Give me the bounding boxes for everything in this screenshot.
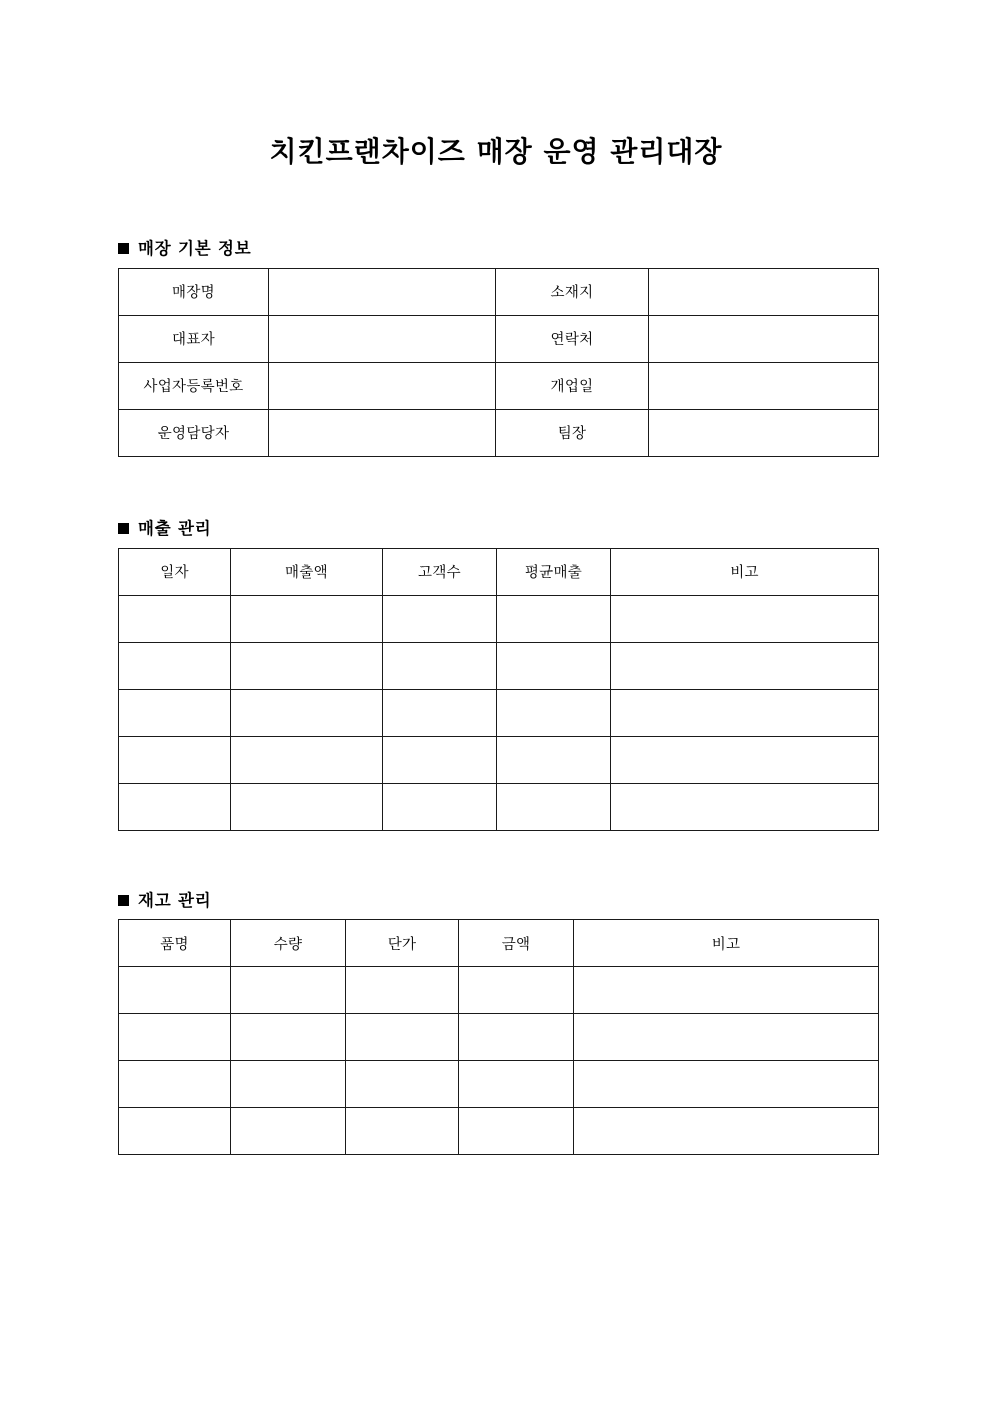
table-row bbox=[119, 595, 879, 642]
field-label: 운영담당자 bbox=[119, 409, 269, 456]
field-label: 사업자등록번호 bbox=[119, 362, 269, 409]
table-row bbox=[119, 642, 879, 689]
field-label: 매장명 bbox=[119, 268, 269, 315]
field-value-input[interactable] bbox=[269, 315, 496, 362]
section-heading-label: 재고 관리 bbox=[138, 890, 212, 910]
cell-unit-price[interactable] bbox=[346, 1061, 459, 1108]
field-value-input[interactable] bbox=[649, 362, 879, 409]
table-row bbox=[119, 1108, 879, 1155]
field-label: 대표자 bbox=[119, 315, 269, 362]
cell-customer-count[interactable] bbox=[383, 689, 497, 736]
cell-unit-price[interactable] bbox=[346, 1014, 459, 1061]
cell-unit-price[interactable] bbox=[346, 1108, 459, 1155]
field-value-input[interactable] bbox=[649, 315, 879, 362]
table-row bbox=[119, 1061, 879, 1108]
cell-amount[interactable] bbox=[459, 1108, 574, 1155]
table-header-row bbox=[119, 548, 879, 595]
table-row bbox=[119, 409, 879, 456]
column-header-sales-amount: 매출액 bbox=[231, 548, 383, 595]
column-header-unit-price: 단가 bbox=[346, 920, 459, 967]
bullet-square-icon bbox=[118, 243, 129, 254]
cell-quantity[interactable] bbox=[231, 1108, 346, 1155]
cell-sales-amount[interactable] bbox=[231, 736, 383, 783]
cell-amount[interactable] bbox=[459, 1014, 574, 1061]
cell-sales-amount[interactable] bbox=[231, 595, 383, 642]
cell-average-sales[interactable] bbox=[497, 642, 611, 689]
cell-amount[interactable] bbox=[459, 1061, 574, 1108]
cell-remarks[interactable] bbox=[611, 595, 879, 642]
table-row bbox=[119, 967, 879, 1014]
inventory-table bbox=[118, 919, 879, 1155]
field-label: 소재지 bbox=[496, 268, 649, 315]
section-heading-label: 매출 관리 bbox=[138, 518, 212, 538]
column-header-quantity: 수량 bbox=[231, 920, 346, 967]
cell-remarks[interactable] bbox=[574, 1014, 879, 1061]
page-title: 치킨프랜차이즈 매장 운영 관리대장 bbox=[269, 135, 723, 168]
store-info-table bbox=[118, 268, 879, 457]
cell-customer-count[interactable] bbox=[383, 595, 497, 642]
cell-date[interactable] bbox=[119, 736, 231, 783]
field-label: 연락처 bbox=[496, 315, 649, 362]
section-heading-label: 매장 기본 정보 bbox=[138, 239, 252, 258]
table-row bbox=[119, 1014, 879, 1061]
table-header-row bbox=[119, 920, 879, 967]
column-header-amount: 금액 bbox=[459, 920, 574, 967]
cell-remarks[interactable] bbox=[611, 642, 879, 689]
field-label: 개업일 bbox=[496, 362, 649, 409]
column-header-remarks: 비고 bbox=[611, 548, 879, 595]
table-row bbox=[119, 736, 879, 783]
column-header-remarks: 비고 bbox=[574, 920, 879, 967]
cell-sales-amount[interactable] bbox=[231, 783, 383, 830]
cell-date[interactable] bbox=[119, 642, 231, 689]
cell-date[interactable] bbox=[119, 783, 231, 830]
column-header-average-sales: 평균매출 bbox=[497, 548, 611, 595]
cell-remarks[interactable] bbox=[574, 1108, 879, 1155]
cell-remarks[interactable] bbox=[611, 689, 879, 736]
cell-customer-count[interactable] bbox=[383, 736, 497, 783]
cell-average-sales[interactable] bbox=[497, 736, 611, 783]
bullet-square-icon bbox=[118, 895, 129, 906]
table-row bbox=[119, 689, 879, 736]
sales-table bbox=[118, 548, 879, 831]
column-header-item-name: 품명 bbox=[119, 920, 231, 967]
table-row bbox=[119, 783, 879, 830]
cell-quantity[interactable] bbox=[231, 1061, 346, 1108]
cell-quantity[interactable] bbox=[231, 967, 346, 1014]
field-value-input[interactable] bbox=[269, 362, 496, 409]
cell-amount[interactable] bbox=[459, 967, 574, 1014]
cell-remarks[interactable] bbox=[574, 967, 879, 1014]
field-value-input[interactable] bbox=[649, 268, 879, 315]
section-inventory-management bbox=[0, 891, 992, 1156]
cell-item-name[interactable] bbox=[119, 1061, 231, 1108]
cell-customer-count[interactable] bbox=[383, 783, 497, 830]
cell-average-sales[interactable] bbox=[497, 595, 611, 642]
cell-remarks[interactable] bbox=[611, 783, 879, 830]
cell-item-name[interactable] bbox=[119, 1108, 231, 1155]
cell-average-sales[interactable] bbox=[497, 783, 611, 830]
field-value-input[interactable] bbox=[649, 409, 879, 456]
column-header-date: 일자 bbox=[119, 548, 231, 595]
section-sales-management bbox=[0, 519, 992, 831]
section-heading-inventory bbox=[118, 891, 992, 911]
cell-item-name[interactable] bbox=[119, 1014, 231, 1061]
table-row bbox=[119, 362, 879, 409]
section-store-info bbox=[0, 239, 992, 457]
table-row bbox=[119, 315, 879, 362]
cell-remarks[interactable] bbox=[574, 1061, 879, 1108]
cell-item-name[interactable] bbox=[119, 967, 231, 1014]
cell-unit-price[interactable] bbox=[346, 967, 459, 1014]
field-value-input[interactable] bbox=[269, 409, 496, 456]
field-label: 팀장 bbox=[496, 409, 649, 456]
table-row bbox=[119, 268, 879, 315]
column-header-customer-count: 고객수 bbox=[383, 548, 497, 595]
cell-sales-amount[interactable] bbox=[231, 642, 383, 689]
cell-date[interactable] bbox=[119, 689, 231, 736]
cell-average-sales[interactable] bbox=[497, 689, 611, 736]
cell-customer-count[interactable] bbox=[383, 642, 497, 689]
bullet-square-icon bbox=[118, 523, 129, 534]
cell-remarks[interactable] bbox=[611, 736, 879, 783]
cell-quantity[interactable] bbox=[231, 1014, 346, 1061]
cell-date[interactable] bbox=[119, 595, 231, 642]
section-heading-store-info bbox=[118, 239, 992, 259]
cell-sales-amount[interactable] bbox=[231, 689, 383, 736]
section-heading-sales bbox=[118, 519, 992, 539]
field-value-input[interactable] bbox=[269, 268, 496, 315]
